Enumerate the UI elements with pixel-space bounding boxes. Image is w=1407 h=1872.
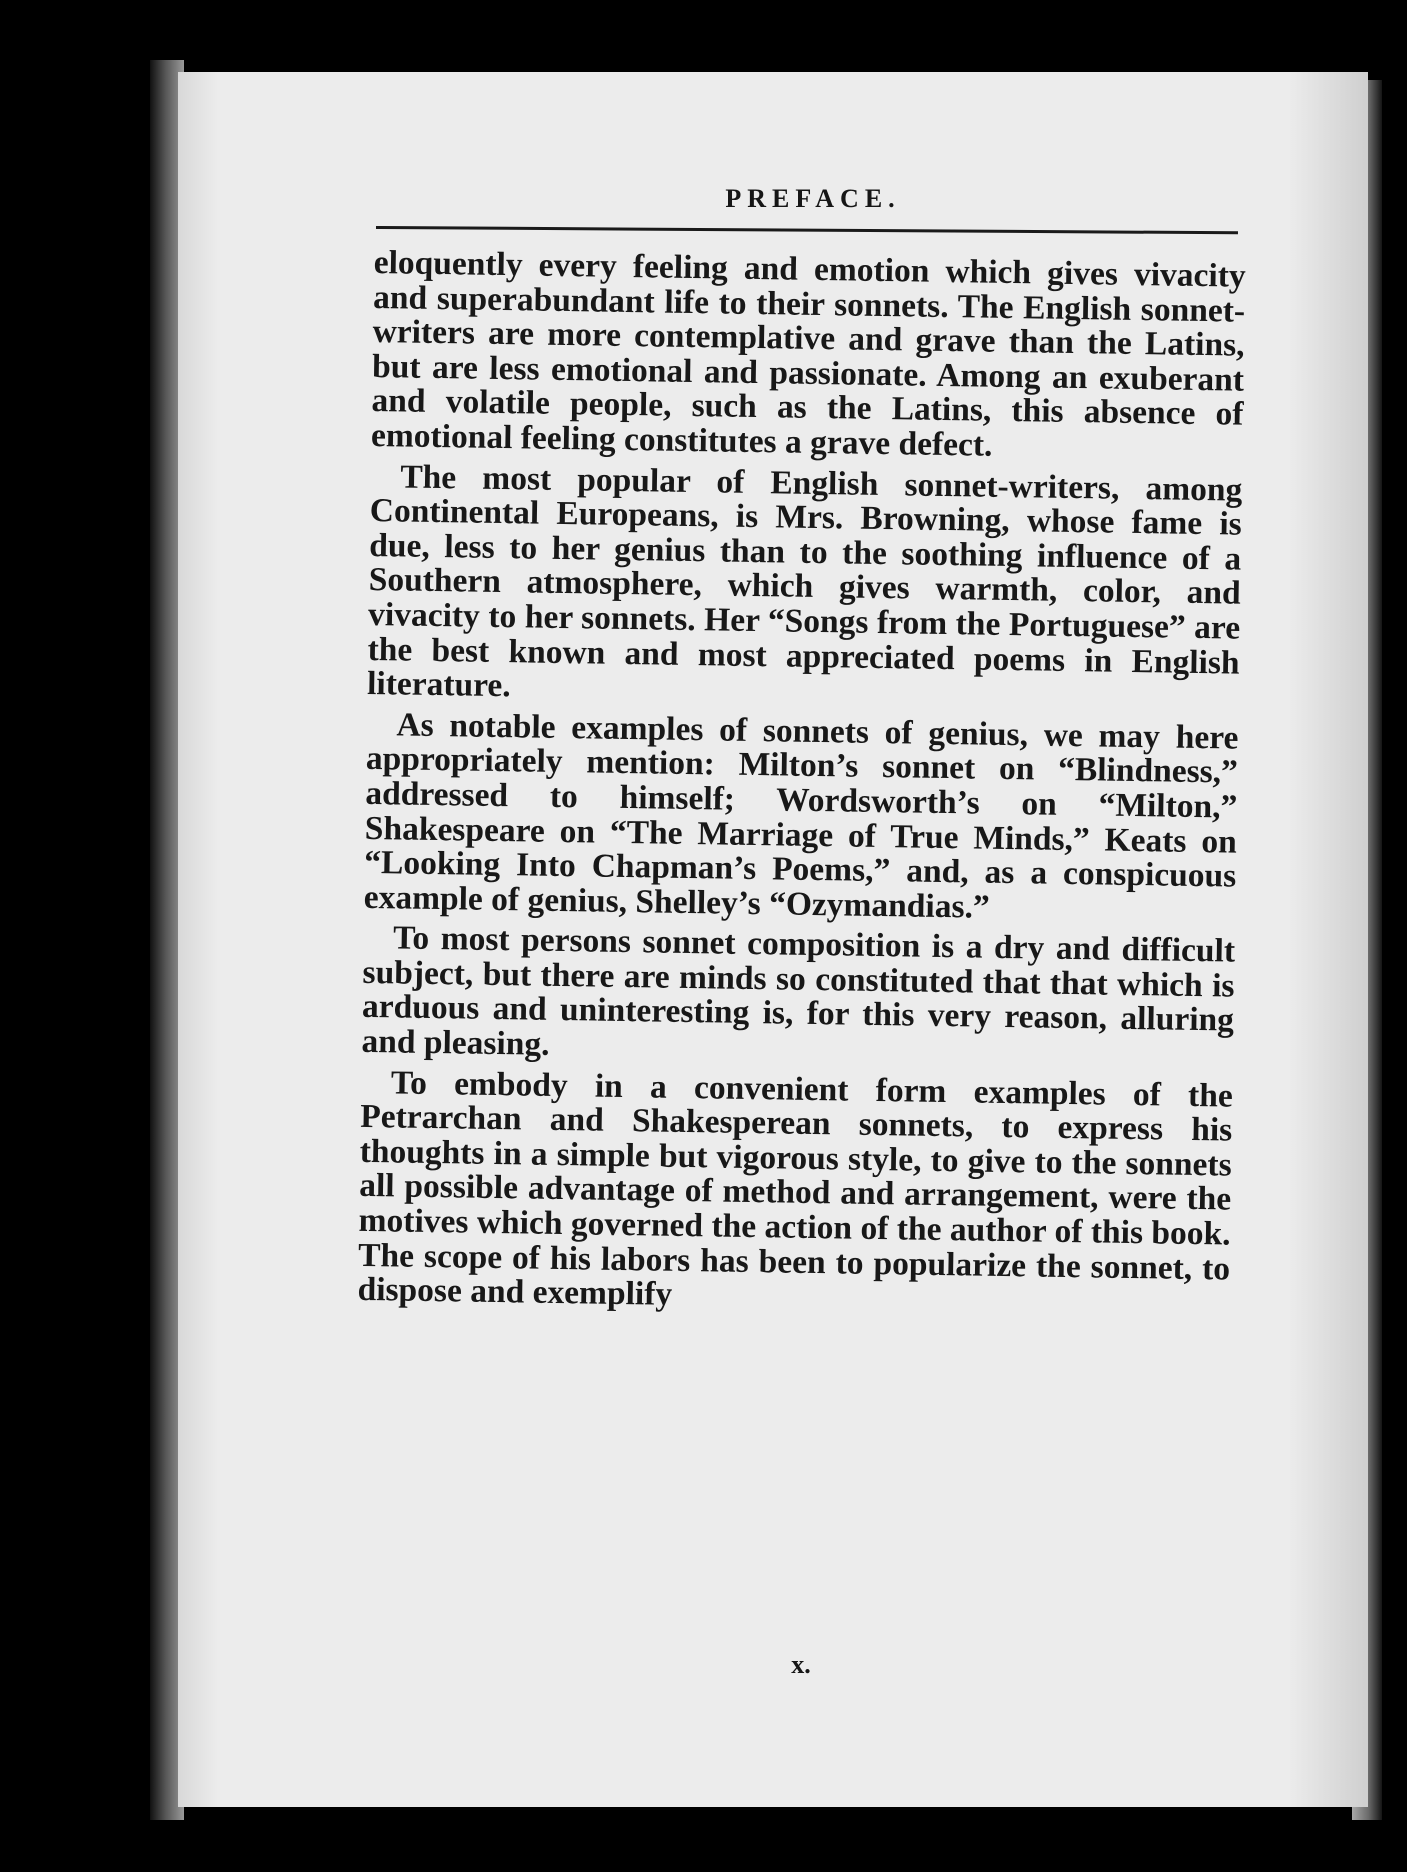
- running-head: PREFACE.: [725, 184, 901, 213]
- page-sheet: [178, 72, 1368, 1807]
- paragraph: To embody in a convenient form examples of the Petrarchan and Shakesperean sonnets, to express his thoughts in a simple but vigorous style, to give to the sonnets all possible advantage of method and arrangement, were the motives which governed the action of the author of this book. The scope of his labors has been to popularize the sonnet, to dispose and exemplify: [357, 1064, 1234, 1314]
- header-rule: [376, 226, 1238, 234]
- paragraph: The most popular of English sonnet-writers, among Continental Europeans, is Mrs. Browning, whose fame is due, less to her genius than to the soothing influence of a Southern atmosphere, which gives warmth, color, and vivacity to her sonnets. Her “Songs from the Portuguese” are the best known and most appreciated poems in English literature.: [366, 458, 1243, 705]
- paragraph: eloquently every feeling and emotion which gives vivacity and superabundant life to their sonnets. The English sonnet-writers are more contemplative and grave than the Latins, but are less emotional and passionate. Among an exuberant and volatile people, such as the Latins, this absence of emotional feeling constitutes a grave defect.: [370, 244, 1246, 464]
- paragraph: As notable examples of sonnets of genius, we may here appropriately mention: Milton’s sonnet on “Blindness,” addressed to himself; Wordsworth’s on “Milton,” Shakespeare on “The Marriage of True Minds,” Keats on “Looking Into Chapman’s Poems,” and, as a conspicuous example of genius, Shelley’s “Ozymandias.”: [363, 706, 1239, 926]
- paragraph: To most persons sonnet composition is a dry and difficult subject, but there are minds so constituted that that which is arduous and uninteresting is, for this very reason, alluring and pleasing.: [361, 919, 1236, 1063]
- page-number: x.: [791, 1650, 811, 1679]
- body-text: [357, 246, 1246, 1327]
